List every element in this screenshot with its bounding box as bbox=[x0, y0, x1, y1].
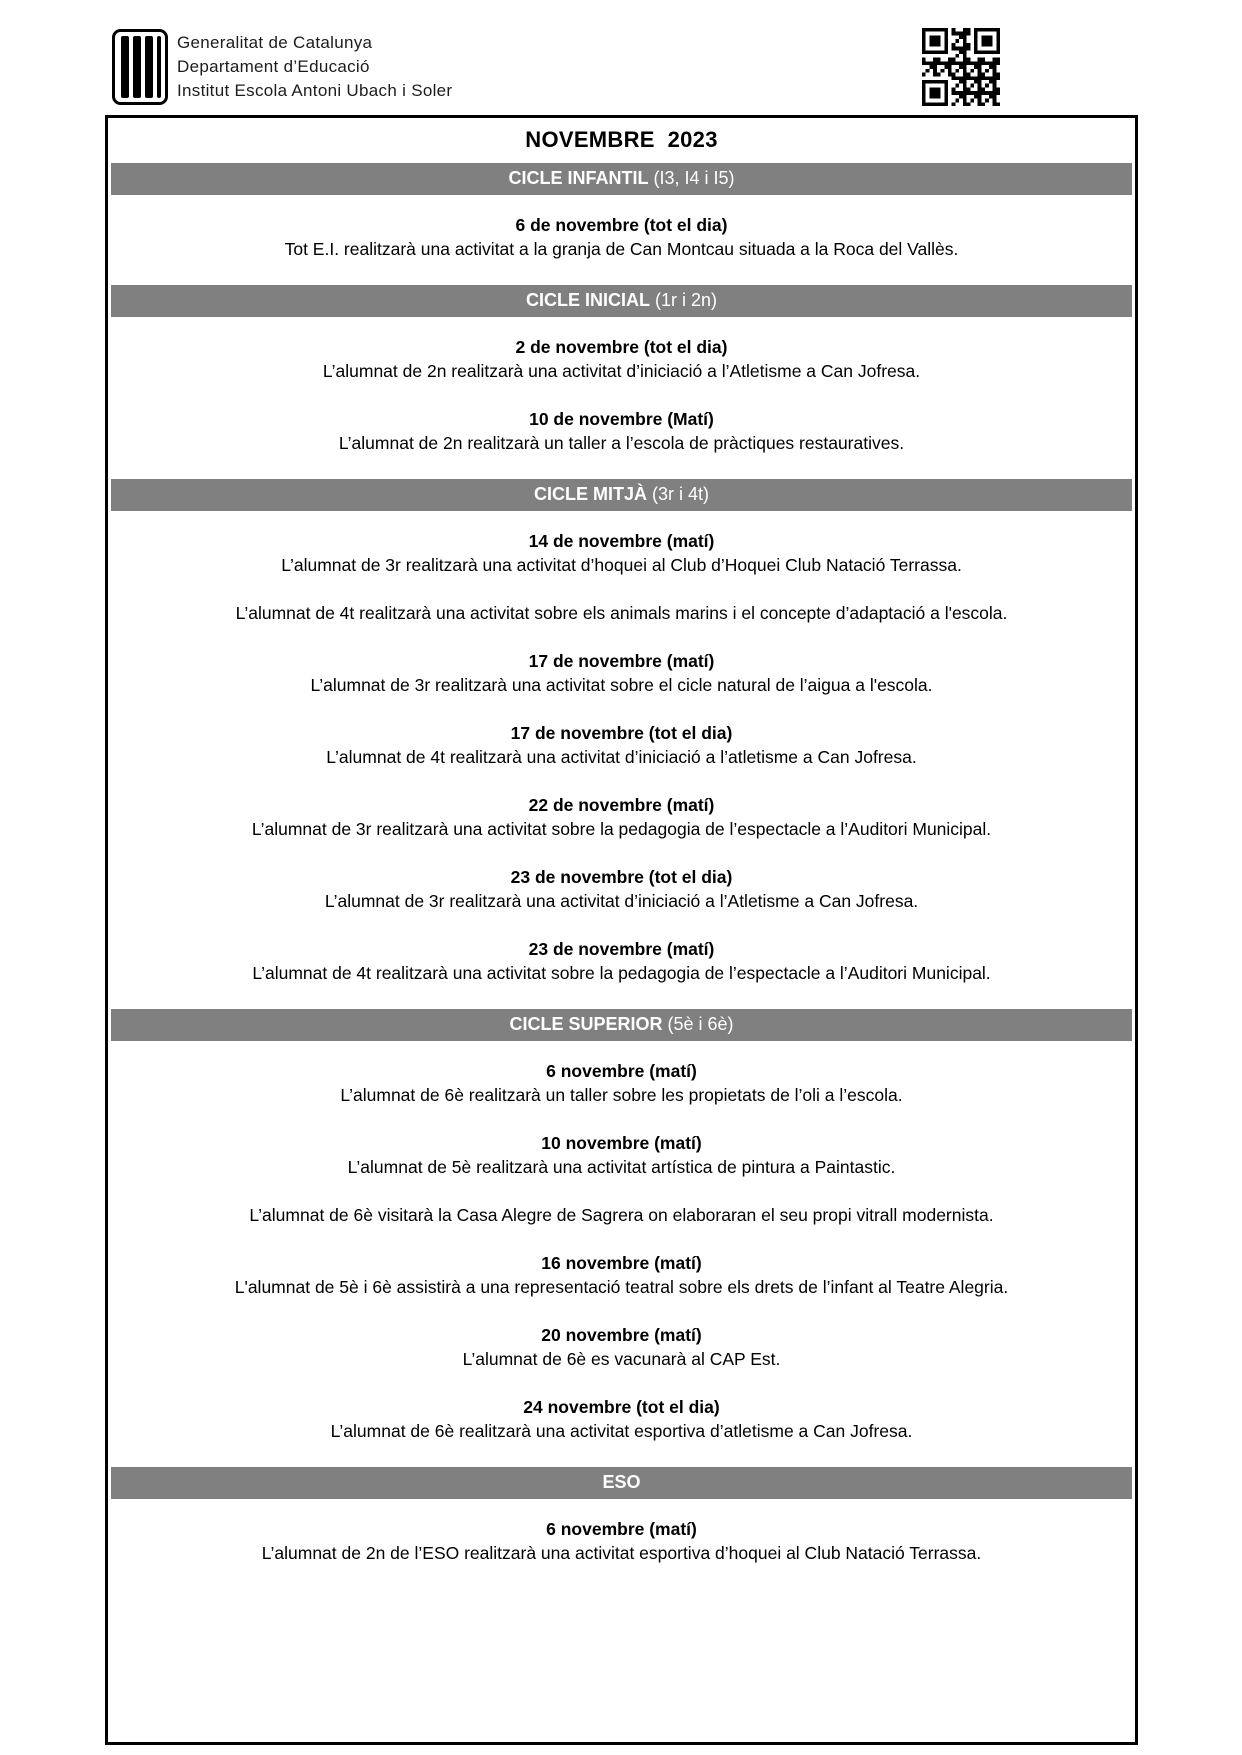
event-description: L’alumnat de 6è es vacunarà al CAP Est. bbox=[462, 1349, 781, 1369]
section-body bbox=[108, 1041, 1135, 1467]
event-description: L’alumnat de 6è visitarà la Casa Alegre de Sagrera on elaboraran el seu propi vitrall modernista. bbox=[249, 1205, 994, 1225]
calendar-event bbox=[148, 1323, 1095, 1371]
calendar-event bbox=[148, 1395, 1095, 1443]
event-description: L’alumnat de 2n realitzarà una activitat d’iniciació a l’Atletisme a Can Jofresa. bbox=[322, 361, 921, 381]
event-description: L'alumnat de 5è i 6è assistirà a una representació teatral sobre els drets de l’infant al Teatre Alegria. bbox=[234, 1277, 1009, 1297]
calendar-event bbox=[148, 213, 1095, 261]
event-date: 14 de novembre (matí) bbox=[528, 531, 715, 551]
section-title: CICLE INFANTIL bbox=[508, 168, 649, 188]
calendar-event bbox=[148, 793, 1095, 841]
event-date: 24 novembre (tot el dia) bbox=[523, 1397, 720, 1417]
calendar-event bbox=[148, 529, 1095, 625]
section-subtitle: (5è i 6è) bbox=[667, 1014, 734, 1034]
event-date: 23 de novembre (tot el dia) bbox=[510, 867, 733, 887]
event-date: 23 de novembre (matí) bbox=[528, 939, 715, 959]
section-header-bar bbox=[111, 479, 1132, 511]
event-description: L’alumnat de 4t realitzarà una activitat d’iniciació a l’atletisme a Can Jofresa. bbox=[326, 747, 917, 767]
event-date: 6 de novembre (tot el dia) bbox=[515, 215, 728, 235]
cycle-section bbox=[108, 285, 1135, 479]
section-header-bar bbox=[111, 1009, 1132, 1041]
calendar-event bbox=[148, 865, 1095, 913]
event-date: 6 novembre (matí) bbox=[546, 1519, 697, 1539]
event-description: L’alumnat de 2n de l’ESO realitzarà una activitat esportiva d’hoquei al Club Natació Terrassa. bbox=[261, 1543, 982, 1563]
section-title: CICLE INICIAL bbox=[525, 290, 650, 310]
event-description: L’alumnat de 4t realitzarà una activitat sobre la pedagogia de l’espectacle a l’Auditori Municipal. bbox=[252, 963, 991, 983]
brand-block bbox=[112, 28, 452, 110]
event-description: L’alumnat de 2n realitzarà un taller a l’escola de pràctiques restauratives. bbox=[338, 433, 905, 453]
event-description: L’alumnat de 6è realitzarà una activitat esportiva d’atletisme a Can Jofresa. bbox=[330, 1421, 913, 1441]
section-title: ESO bbox=[602, 1472, 641, 1492]
event-description: L’alumnat de 3r realitzarà una activitat sobre el cicle natural de l’aigua a l'escola. bbox=[310, 675, 933, 695]
calendar-event bbox=[148, 721, 1095, 769]
event-description: L’alumnat de 3r realitzarà una activitat d’hoquei al Club d’Hoquei Club Natació Terrassa. bbox=[281, 555, 962, 575]
section-title: CICLE MITJÀ bbox=[533, 484, 647, 504]
event-date: 22 de novembre (matí) bbox=[528, 795, 715, 815]
calendar-event bbox=[148, 407, 1095, 455]
section-body bbox=[108, 1499, 1135, 1589]
org-lines bbox=[177, 28, 452, 103]
event-description: Tot E.I. realitzarà una activitat a la granja de Can Montcau situada a la Roca del Vallès. bbox=[284, 239, 959, 259]
event-description: L’alumnat de 4t realitzarà una activitat sobre els animals marins i el concepte d’adaptació a l'escola. bbox=[235, 603, 1008, 623]
org-line-generalitat: Generalitat de Catalunya bbox=[177, 33, 373, 52]
event-date: 10 de novembre (Matí) bbox=[529, 409, 714, 429]
event-description: L’alumnat de 5è realitzarà una activitat artística de pintura a Paintastic. bbox=[347, 1157, 896, 1177]
event-date: 16 novembre (matí) bbox=[541, 1253, 702, 1273]
event-date: 6 novembre (matí) bbox=[546, 1061, 697, 1081]
event-description: L’alumnat de 3r realitzarà una activitat sobre la pedagogia de l’espectacle a l’Auditori Municipal. bbox=[251, 819, 992, 839]
section-subtitle: (1r i 2n) bbox=[655, 290, 718, 310]
document-header bbox=[112, 28, 1138, 110]
cycle-section bbox=[108, 163, 1135, 285]
calendar-event bbox=[148, 1251, 1095, 1299]
calendar-event bbox=[148, 937, 1095, 985]
section-body bbox=[108, 317, 1135, 479]
event-date: 10 novembre (matí) bbox=[541, 1133, 702, 1153]
calendar-event bbox=[148, 1059, 1095, 1107]
section-subtitle: (3r i 4t) bbox=[652, 484, 710, 504]
calendar-event bbox=[148, 335, 1095, 383]
section-header-bar bbox=[111, 285, 1132, 317]
event-date: 17 de novembre (matí) bbox=[528, 651, 715, 671]
section-header-bar bbox=[111, 1467, 1132, 1499]
org-line-departament: Departament d’Educació bbox=[177, 57, 370, 76]
generalitat-logo-icon bbox=[112, 29, 168, 110]
section-header-bar bbox=[111, 163, 1132, 195]
event-description: L’alumnat de 6è realitzarà un taller sobre les propietats de l’oli a l’escola. bbox=[340, 1085, 903, 1105]
event-date: 20 novembre (matí) bbox=[541, 1325, 702, 1345]
org-line-institut: Institut Escola Antoni Ubach i Soler bbox=[177, 81, 453, 100]
section-body bbox=[108, 195, 1135, 285]
calendar-event bbox=[148, 649, 1095, 697]
section-subtitle: (I3, I4 i I5) bbox=[653, 168, 735, 188]
sections-container bbox=[108, 163, 1135, 1589]
cycle-section bbox=[108, 479, 1135, 1009]
cycle-section bbox=[108, 1009, 1135, 1467]
event-description: L’alumnat de 3r realitzarà una activitat d’iniciació a l’Atletisme a Can Jofresa. bbox=[324, 891, 919, 911]
section-body bbox=[108, 511, 1135, 1009]
event-date: 17 de novembre (tot el dia) bbox=[510, 723, 733, 743]
event-date: 2 de novembre (tot el dia) bbox=[515, 337, 728, 357]
calendar-table bbox=[105, 115, 1138, 1745]
qr-code-icon bbox=[922, 28, 1000, 106]
cycle-section bbox=[108, 1467, 1135, 1589]
page-title: NOVEMBRE 2023 bbox=[525, 127, 718, 152]
calendar-event bbox=[148, 1131, 1095, 1227]
section-title: CICLE SUPERIOR bbox=[509, 1014, 663, 1034]
calendar-event bbox=[148, 1517, 1095, 1565]
